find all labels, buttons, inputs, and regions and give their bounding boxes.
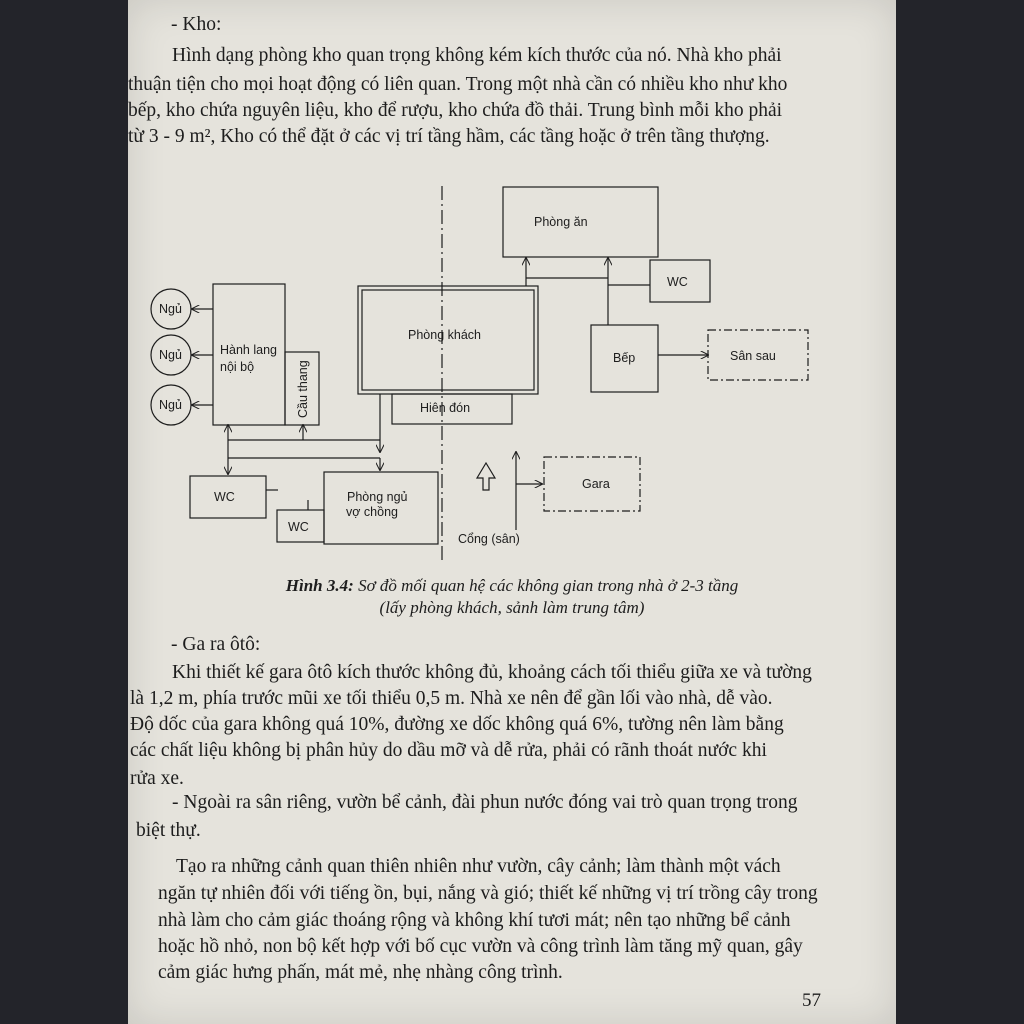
gara-line-4: các chất liệu không bị phân hủy do dầu mỡ và dễ rửa, phải có rãnh thoát nước khi (130, 740, 767, 761)
figure-caption-line-2: (lấy phòng khách, sảnh làm trung tâm) (379, 598, 645, 617)
gara-line-2: là 1,2 m, phía trước mũi xe tối thiểu 0,5 m. Nhà xe nên để gần lối vào nhà, dễ vào. (130, 688, 773, 709)
label-san-sau: Sân sau (730, 349, 776, 363)
book-page (128, 0, 896, 1024)
label-wc-small: WC (288, 520, 309, 534)
gara-line-3: Độ dốc của gara không quá 10%, đường xe dốc không quá 6%, tường nên làm bằng (130, 714, 784, 735)
label-phong-an: Phòng ăn (534, 215, 588, 229)
label-wc-left: WC (214, 490, 235, 504)
page-number: 57 (802, 990, 821, 1011)
label-phong-khach: Phòng khách (408, 328, 481, 342)
san-line-1: - Ngoài ra sân riêng, vườn bể cảnh, đài phun nước đóng vai trò quan trọng trong (172, 792, 798, 813)
label-hanh-lang-2: nội bộ (220, 360, 255, 374)
label-cong: Cổng (sân) (458, 532, 520, 546)
figure-caption-line-1 (128, 576, 896, 596)
tao-line-3: nhà làm cho cảm giác thoáng rộng và không khí tươi mát; nên tạo những bể cảnh (158, 910, 791, 931)
kho-line-1: Hình dạng phòng kho quan trọng không kém kích thước của nó. Nhà kho phải (172, 45, 782, 66)
label-ngu-3: Ngủ (159, 398, 182, 412)
label-hanh-lang-1: Hành lang (220, 343, 277, 357)
san-line-2: biệt thự. (136, 820, 201, 841)
label-phong-ngu-2: vợ chồng (346, 505, 398, 519)
label-phong-ngu-1: Phòng ngủ (347, 490, 408, 504)
kho-line-3: bếp, kho chứa nguyên liệu, kho để rượu, kho chứa đồ thải. Trung bình mỗi kho phải (128, 100, 783, 121)
label-ngu-2: Ngủ (159, 348, 182, 362)
label-hien-don: Hiên đón (420, 401, 471, 415)
figure-number: Hình 3.4: (285, 576, 354, 595)
label-ngu-1: Ngủ (159, 302, 182, 316)
gara-line-5: rửa xe. (130, 768, 184, 789)
gara-line-1: Khi thiết kế gara ôtô kích thước không đủ, khoảng cách tối thiểu giữa xe và tường (172, 662, 812, 683)
tao-line-4: hoặc hồ nhỏ, non bộ kết hợp với bố cục vườn và công trình làm tăng mỹ quan, gây (158, 936, 803, 957)
figure-title: Sơ đồ mối quan hệ các không gian trong nhà ở 2-3 tầng (353, 576, 739, 595)
tao-line-5: cảm giác hưng phấn, mát mẻ, nhẹ nhàng công trình. (158, 962, 563, 983)
tao-line-2: ngăn tự nhiên đối với tiếng ồn, bụi, nắng và gió; thiết kế những vị trí trồng cây trong (158, 883, 818, 904)
gara-heading: - Ga ra ôtô: (171, 634, 261, 655)
kho-heading: - Kho: (171, 14, 222, 35)
label-bep: Bếp (613, 351, 636, 365)
tao-line-1: Tạo ra những cảnh quan thiên nhiên như vườn, cây cảnh; làm thành một vách (176, 856, 781, 877)
up-arrow-entrance (477, 463, 495, 490)
space-relationship-diagram (128, 0, 896, 570)
label-gara: Gara (582, 477, 610, 491)
label-wc-top: WC (667, 275, 688, 289)
kho-line-2: thuận tiện cho mọi hoạt động có liên quan. Trong một nhà cần có nhiều kho như kho (128, 74, 788, 95)
label-cau-thang: Cầu thang (296, 360, 310, 418)
kho-line-4: từ 3 - 9 m², Kho có thể đặt ở các vị trí tầng hầm, các tầng hoặc ở trên tầng thượng. (128, 126, 770, 147)
